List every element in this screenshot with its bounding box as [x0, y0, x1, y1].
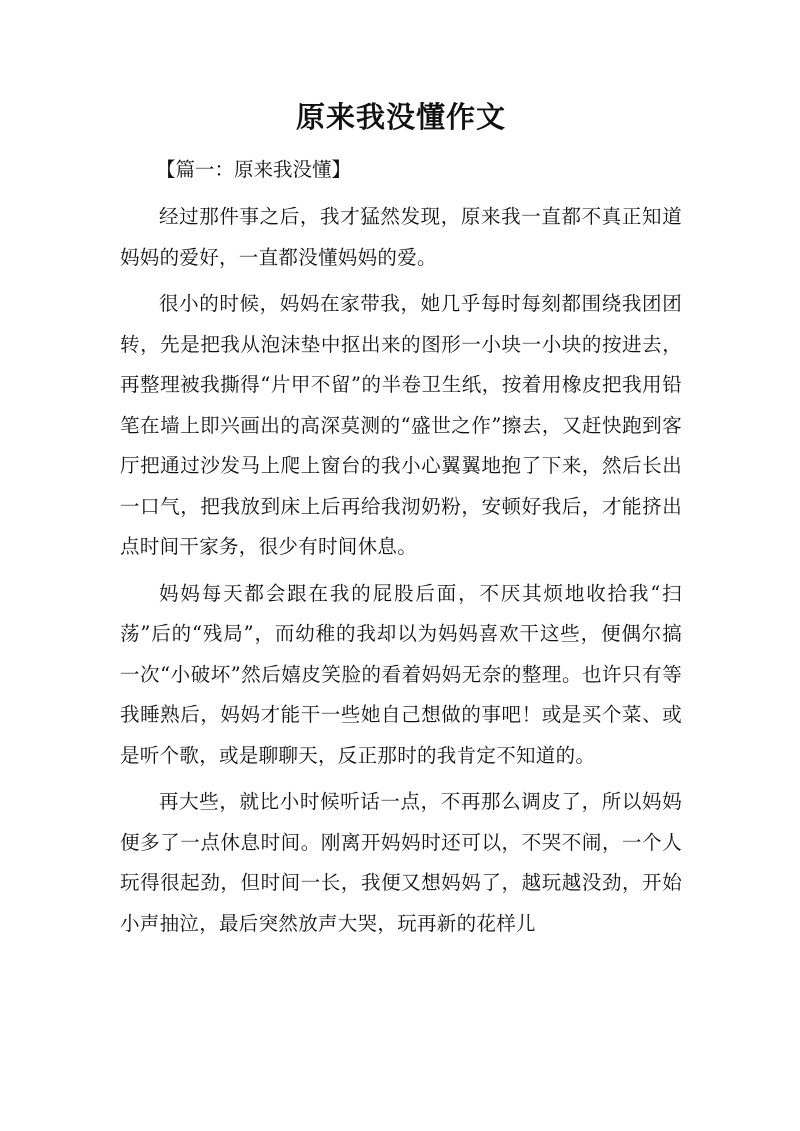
document-page	[120, 92, 682, 950]
paragraph-3: 妈妈每天都会跟在我的屁股后面，不厌其烦地收拾我“扫荡”后的“残局”，而幼稚的我却以为妈妈喜欢干这些，便偶尔搞一次“小破坏”然后嬉皮笑脸的看着妈妈无奈的整理。也许只有等我睡熟后，妈妈才能干一些她自己想做的事吧！或是买个菜、或是听个歌，或是聊聊天，反正那时的我肯定不知道的。	[120, 581, 682, 767]
paragraph-4: 再大些，就比小时候听话一点，不再那么调皮了，所以妈妈便多了一点休息时间。刚离开妈妈时还可以，不哭不闹，一个人玩得很起劲，但时间一长，我便又想妈妈了，越玩越没劲，开始小声抽泣，最后突然放声大哭，玩再新的花样儿	[120, 790, 682, 935]
paragraph-2: 很小的时候，妈妈在家带我，她几乎每时每刻都围绕我团团转，先是把我从泡沫垫中抠出来的图形一小块一小块的按进去，再整理被我撕得“片甲不留”的半卷卫生纸，按着用橡皮把我用铅笔在墙上即兴画出的高深莫测的“盛世之作”擦去，又赶快跑到客厅把通过沙发马上爬上窗台的我小心翼翼地抱了下来，然后长出一口气，把我放到床上后再给我沏奶粉，安顿好我后，才能挤出点时间干家务，很少有时间休息。	[120, 292, 682, 558]
paragraph-1: 经过那件事之后，我才猛然发现，原来我一直都不真正知道妈妈的爱好，一直都没懂妈妈的爱。	[120, 205, 682, 269]
section-heading: 【篇一：原来我没懂】	[156, 158, 352, 181]
document-title: 原来我没懂作文	[295, 100, 506, 134]
